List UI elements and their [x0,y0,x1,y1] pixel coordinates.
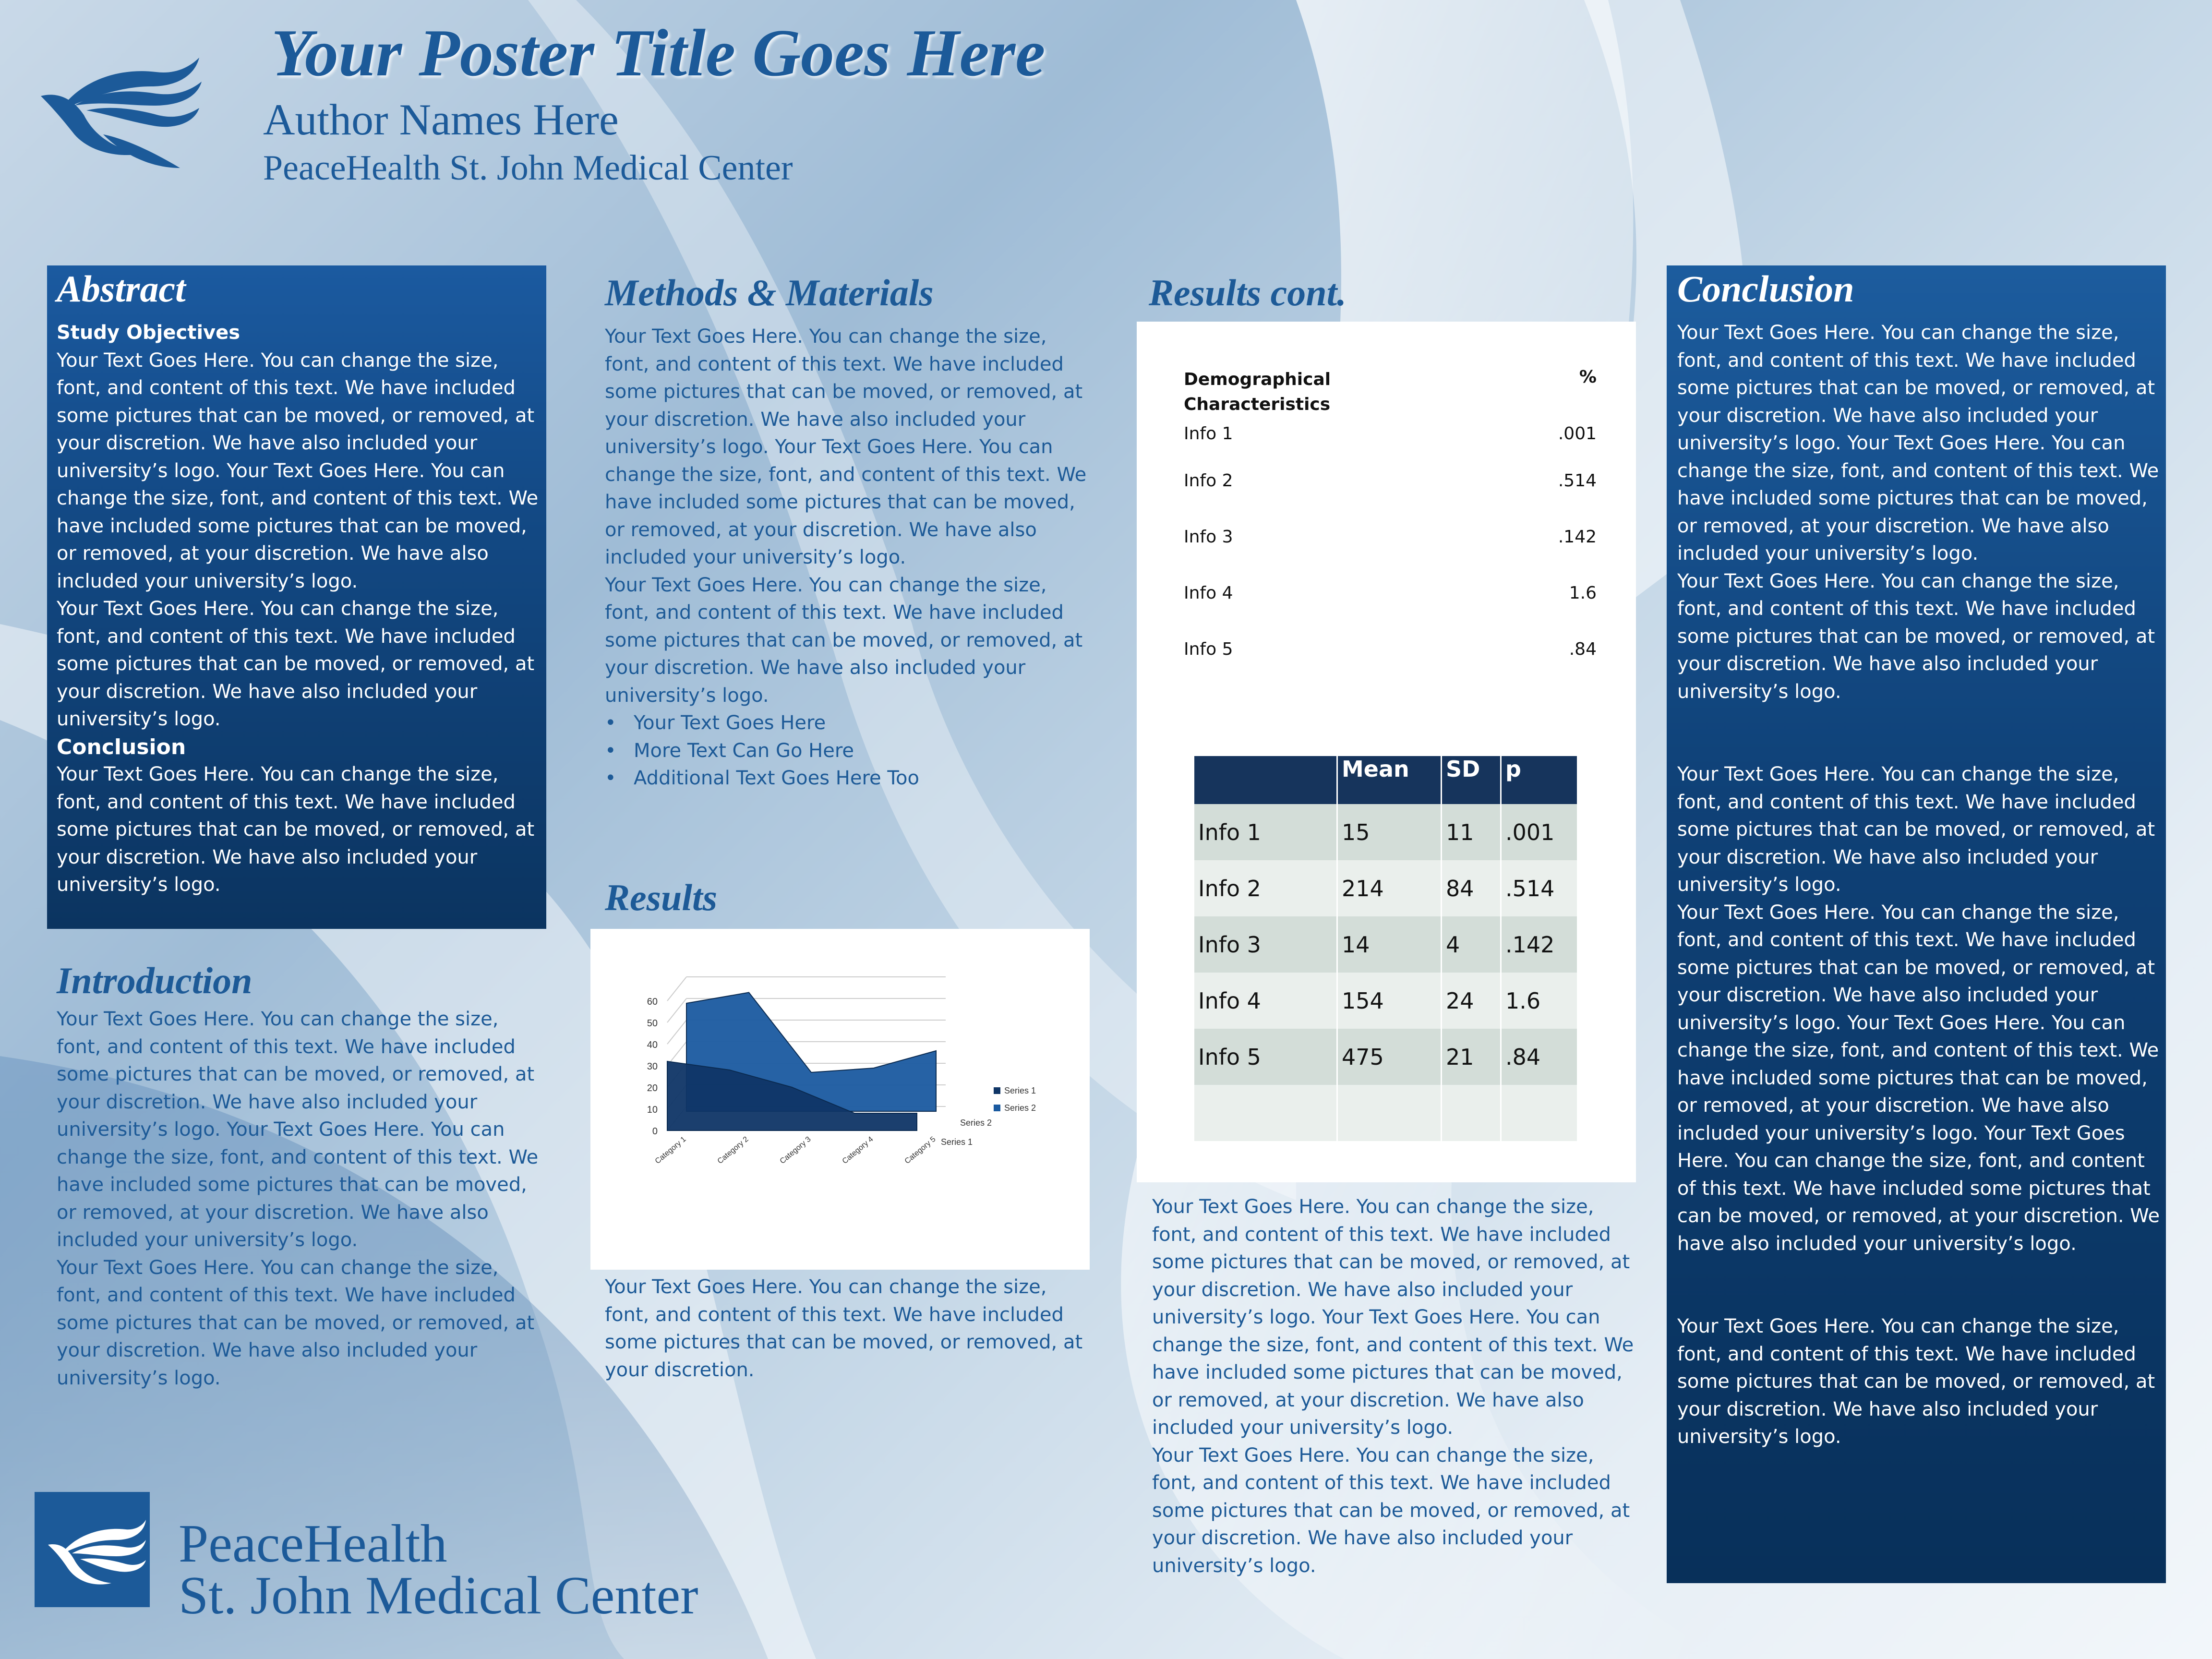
demographics-cell: .84 [1569,639,1597,659]
stats-cell: 1.6 [1501,973,1578,1029]
stats-cell: 154 [1337,973,1442,1029]
x-tick-label: Category 3 [778,1135,813,1166]
demographics-cell: Info 3 [1184,527,1233,547]
introduction-paragraph: Your Text Goes Here. You can change the size, font, and content of this text. We have included some pictures that can be moved, or removed, at your discretion. We have also included your university’s logo. [57,1256,535,1389]
stats-cell: 21 [1442,1029,1501,1085]
stats-table [1194,756,1578,1141]
abstract-heading: Abstract [57,268,186,310]
institution-name: PeaceHealth St. John Medical Center [263,148,793,188]
stats-row [1194,804,1578,860]
results-cont-heading: Results cont. [1149,272,1346,313]
stats-cell: 84 [1442,860,1501,916]
legend-swatch [994,1105,1000,1111]
methods-body [605,323,1090,793]
conclusion-paragraph: Your Text Goes Here. You can change the size, font, and content of this text. We have included some pictures that can be moved, or removed, at your discretion. We have also included your university’s logo. [1677,570,2155,703]
stats-row [1194,916,1578,973]
stats-row [1194,860,1578,916]
results-cont-paragraph: Your Text Goes Here. You can change the size, font, and content of this text. We have included some pictures that can be moved, or removed, at your discretion. We have also included your university’s logo. Your Text Goes Here. You can change the size, font, and content of this text. We have included some pictures that can be moved, or removed, at your discretion. We have also included your university’s logo. [1152,1196,1634,1439]
series-depth-label: Series 2 [960,1118,992,1128]
poster-title: Your Poster Title Goes Here [271,16,1046,90]
stats-cell: Info 4 [1194,973,1337,1029]
stats-cell [1194,1085,1337,1141]
stats-cell: 214 [1337,860,1442,916]
stats-cell: 14 [1337,916,1442,973]
stats-cell: 11 [1442,804,1501,860]
x-tick-label: Category 5 [903,1135,938,1166]
results-cont-body [1152,1193,1637,1580]
introduction-body [57,1006,541,1392]
demographics-row [1184,565,1597,621]
conclusion-paragraph: Your Text Goes Here. You can change the size, font, and content of this text. We have included some pictures that can be moved, or removed, at your discretion. We have also included your university’s logo. [1677,1315,2155,1448]
abstract-panel [47,265,546,929]
introduction-paragraph: Your Text Goes Here. You can change the size, font, and content of this text. We have included some pictures that can be moved, or removed, at your discretion. We have also included your university’s logo. Your Text Goes Here. You can change the size, font, and content of this text. We have included some pictures that can be moved, or removed, at your discretion. We have also included your university’s logo. [57,1008,539,1251]
stats-cell: .001 [1501,804,1578,860]
methods-bullet-list [605,709,1090,793]
stats-cell: Info 1 [1194,804,1337,860]
gridline-depth [667,977,686,1001]
stats-row [1194,1085,1578,1141]
abstract-paragraph: Your Text Goes Here. You can change the size, font, and content of this text. We have included some pictures that can be moved, or removed, at your discretion. We have also included your university’s logo. [57,763,535,896]
results-body [605,1274,1090,1384]
stats-cell: Info 5 [1194,1029,1337,1085]
stats-cell: 475 [1337,1029,1442,1085]
stats-cell: 15 [1337,804,1442,860]
stats-header-cell: p [1501,756,1578,804]
stats-cell: .142 [1501,916,1578,973]
results-chart-card [590,929,1090,1270]
stats-cell [1442,1085,1501,1141]
demographics-cell: Info 1 [1184,424,1233,444]
stats-cell: 4 [1442,916,1501,973]
introduction-heading: Introduction [57,960,252,1001]
y-tick-label: 0 [652,1126,658,1137]
conclusion-panel [1667,265,2166,1583]
demographics-cell: 1.6 [1569,583,1597,603]
stats-cell: .84 [1501,1029,1578,1085]
y-tick-label: 10 [647,1105,658,1115]
y-tick-label: 20 [647,1083,658,1094]
y-tick-label: 40 [647,1040,658,1050]
demographics-row [1184,509,1597,565]
conclusion-heading: Conclusion [1677,268,1854,310]
legend-label: Series 2 [1004,1103,1036,1113]
stats-header-row [1194,756,1578,804]
stats-row [1194,973,1578,1029]
conclusion-body [1677,319,2162,1451]
y-tick-label: 50 [647,1018,658,1029]
demographics-header-percent: % [1579,367,1597,387]
y-tick-label: 30 [647,1061,658,1072]
bullet-item: • More Text Can Go Here [634,737,1090,765]
gridline-depth [667,998,686,1022]
demographics-cell: .514 [1558,471,1597,491]
demographics-row [1184,453,1597,509]
results-paragraph: Your Text Goes Here. You can change the size, font, and content of this text. We have included some pictures that can be moved, or removed, at your discretion. [605,1276,1083,1381]
results-heading: Results [605,877,718,918]
bullet-item: • Your Text Goes Here [634,709,1090,737]
results-cont-paragraph: Your Text Goes Here. You can change the size, font, and content of this text. We have included some pictures that can be moved, or removed, at your discretion. We have also included your university’s logo. [1152,1444,1630,1577]
stats-header-cell [1194,756,1337,804]
methods-paragraph: Your Text Goes Here. You can change the size, font, and content of this text. We have included some pictures that can be moved, or removed, at your discretion. We have also included your university’s logo. Your Text Goes Here. You can change the size, font, and content of this text. We have included some pictures that can be moved, or removed, at your discretion. We have also included your university’s logo. [605,325,1087,568]
demographics-header-row [1184,367,1597,424]
abstract-body [57,319,541,899]
footer-name-line1: PeaceHealth [179,1514,447,1574]
demographics-cell: Info 4 [1184,583,1233,603]
abstract-paragraph: Your Text Goes Here. You can change the size, font, and content of this text. We have included some pictures that can be moved, or removed, at your discretion. We have also included your university’s logo. [57,598,535,730]
abstract-subheading-conclusion: Conclusion [57,734,186,759]
conclusion-paragraph: Your Text Goes Here. You can change the size, font, and content of this text. We have included some pictures that can be moved, or removed, at your discretion. We have also included your university’s logo. Your Text Goes Here. You can change the size, font, and content of this text. We have included some pictures that can be moved, or removed, at your discretion. We have also included your university’s logo. [1677,322,2159,565]
results-tables-card [1137,322,1636,1182]
conclusion-paragraph: Your Text Goes Here. You can change the size, font, and content of this text. We have included some pictures that can be moved, or removed, at your discretion. We have also included your university’s logo. [1677,763,2155,896]
stats-cell: 24 [1442,973,1501,1029]
author-names: Author Names Here [263,95,619,144]
demographics-row [1184,424,1597,453]
conclusion-paragraph: Your Text Goes Here. You can change the size, font, and content of this text. We have included some pictures that can be moved, or removed, at your discretion. We have also included your university’s logo. Your Text Goes Here. You can change the size, font, and content of this text. We have included some pictures that can be moved, or removed, at your discretion. We have also included your university’s logo. Your Text Goes Here. You can change the size, font, and content of this text. We have included some pictures that can be moved, or removed, at your discretion. We have also included your university’s logo. [1677,901,2160,1255]
footer-logo-box [35,1492,150,1607]
dove-logo-icon [31,38,209,173]
demographics-header-label: Demographical Characteristics [1184,370,1331,414]
methods-paragraph: Your Text Goes Here. You can change the size, font, and content of this text. We have included some pictures that can be moved, or removed, at your discretion. We have also included your university’s logo. [605,574,1083,707]
stats-row [1194,1029,1578,1085]
x-tick-label: Category 1 [653,1135,688,1166]
stats-cell [1337,1085,1442,1141]
demographics-table [1184,367,1597,677]
bullet-item: • Additional Text Goes Here Too [634,765,1090,793]
demographics-cell: Info 5 [1184,639,1233,659]
legend-swatch [994,1087,1000,1094]
x-tick-label: Category 4 [841,1135,875,1166]
footer-name-line2: St. John Medical Center [179,1566,698,1625]
series-depth-label: Series 1 [941,1137,973,1147]
abstract-paragraph: Your Text Goes Here. You can change the size, font, and content of this text. We have included some pictures that can be moved, or removed, at your discretion. We have also included your university’s logo. Your Text Goes Here. You can change the size, font, and content of this text. We have included some pictures that can be moved, or removed, at your discretion. We have also included your university’s logo. [57,349,539,592]
stats-cell: .514 [1501,860,1578,916]
stats-cell [1501,1085,1578,1141]
methods-heading: Methods & Materials [605,272,934,313]
y-tick-label: 60 [647,997,658,1007]
demographics-row [1184,621,1597,677]
stats-cell: Info 3 [1194,916,1337,973]
gridline-depth [667,1020,686,1044]
demographics-cell: Info 2 [1184,471,1233,491]
stats-cell: Info 2 [1194,860,1337,916]
abstract-subheading-objectives: Study Objectives [57,322,240,344]
demographics-cell: .142 [1558,527,1597,547]
stats-header-cell: SD [1442,756,1501,804]
demographics-cell: .001 [1558,424,1597,444]
dove-logo-icon [35,1492,150,1607]
x-tick-label: Category 2 [716,1135,750,1166]
stats-header-cell: Mean [1337,756,1442,804]
area-chart [590,929,1090,1270]
legend-label: Series 1 [1004,1086,1036,1095]
